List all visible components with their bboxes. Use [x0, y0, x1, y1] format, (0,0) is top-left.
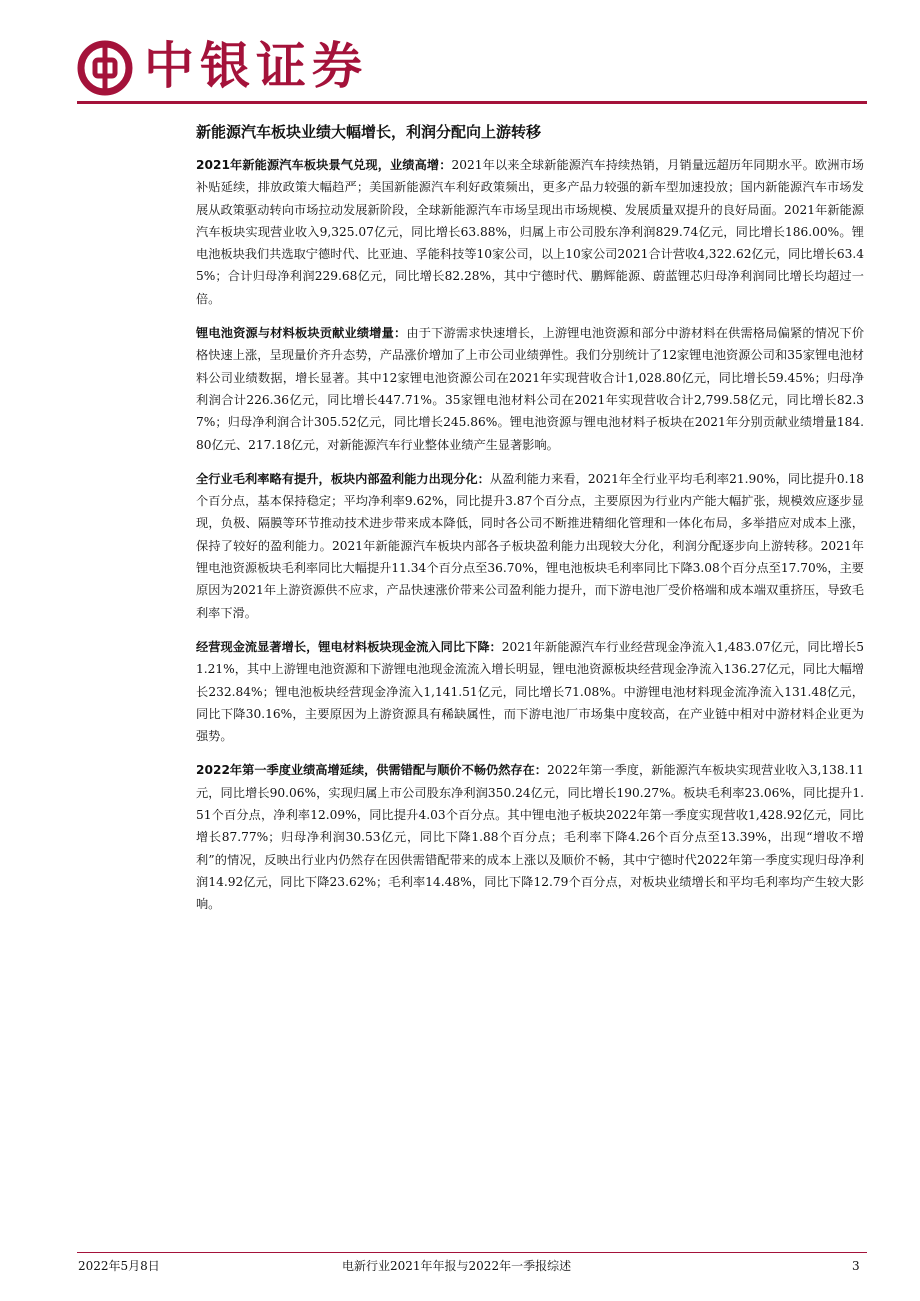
header-divider	[77, 101, 867, 104]
bank-of-china-logo-icon	[77, 40, 133, 96]
paragraph-body: 2021年以来全球新能源汽车持续热销，月销量远超历年同期水平。欧洲市场补贴延续，排放政策大幅趋严；美国新能源汽车利好政策频出，更多产品力较强的新车型加速投放；国内新能源汽车市场发展从政策驱动转向市场拉动发展新阶段，全球新能源汽车市场呈现出市场规模、发展质量双提升的良好局面。2021年新能源汽车板块实现营业收入9,325.07亿元，同比增长63.88%，归属上市公司股东净利润829.74亿元，同比增长186.00%。锂电池板块我们共选取宁德时代、比亚迪、孚能科技等10家公司，以上10家公司2021合计营收4,322.62亿元，同比增长63.45%；合计归母净利润229.68亿元，同比增长82.28%，其中宁德时代、鹏辉能源、蔚蓝锂芯归母净利润同比增长均超过一倍。	[196, 158, 864, 306]
paragraph-materials-contribution	[196, 322, 864, 456]
footer-report-title: 电新行业2021年年报与2022年一季报综述	[342, 1259, 572, 1273]
paragraph-lead: 2021年新能源汽车板块景气兑现，业绩高增：	[196, 158, 452, 172]
page-number: 3	[852, 1259, 860, 1273]
section-headline: 新能源汽车板块业绩大幅增长，利润分配向上游转移	[196, 123, 542, 141]
paragraph-lead: 经营现金流显著增长，锂电材料板块现金流入同比下降：	[196, 639, 502, 654]
paragraph-gross-margin	[196, 468, 864, 624]
footer-date: 2022年5月8日	[78, 1259, 160, 1273]
report-body	[196, 118, 864, 928]
footer-divider	[77, 1252, 867, 1253]
paragraph-body: 2022年第一季度，新能源汽车板块实现营业收入3,138.11元，同比增长90.06%，实现归属上市公司股东净利润350.24亿元，同比增长190.27%。板块毛利率23.06%，同比提升1.51个百分点，净利率12.09%，同比提升4.03个百分点。其中锂电池子板块2022年第一季度实现营收1,428.92亿元，同比增长87.77%；归母净利润30.53亿元，同比下降1.88个百分点；毛利率下降4.26个百分点至13.39%，出现“增收不增利”的情况，反映出行业内仍然存在因供需错配带来的成本上涨以及顺价不畅，其中宁德时代2022年第一季度实现归母净利润14.92亿元，同比下降23.62%；毛利率14.48%，同比下降12.79个百分点，对板块业绩增长和平均毛利率均产生较大影响。	[196, 763, 864, 912]
paragraph-lead: 锂电池资源与材料板块贡献业绩增量：	[196, 326, 407, 341]
paragraph-2021-performance	[196, 154, 864, 310]
paragraph-body: 2021年新能源汽车行业经营现金净流入1,483.07亿元，同比增长51.21%，其中上游锂电池资源和下游锂电池现金流流入增长明显，锂电池资源板块经营现金净流入136.27亿元，同比大幅增长232.84%；锂电池板块经营现金净流入1,141.51亿元，同比增长71.08%。中游锂电池材料现金流净流入131.48亿元，同比下降30.16%，主要原因为上游资源具有稀缺属性，而下游电池厂市场集中度较高，在产业链中相对中游材料企业更为强势。	[196, 639, 864, 744]
paragraph-lead: 全行业毛利率略有提升，板块内部盈利能力出现分化：	[196, 471, 490, 486]
paragraph-lead: 2022年第一季度业绩高增延续，供需错配与顺价不畅仍然存在：	[196, 763, 547, 778]
paragraph-cash-flow	[196, 636, 864, 747]
page-header	[0, 0, 920, 110]
brand-name: 中银证券	[144, 37, 368, 95]
paragraph-body: 从盈利能力来看，2021年全行业平均毛利率21.90%，同比提升0.18个百分点，基本保持稳定；平均净利率9.62%，同比提升3.87个百分点，主要原因为行业内产能大幅扩张，规模效应逐步显现，负极、隔膜等环节推动技术进步带来成本降低，同时各公司不断推进精细化管理和一体化布局，多举措应对成本上涨，保持了较好的盈利能力。2021年新能源汽车板块内部各子板块盈利能力出现较大分化，利润分配逐步向上游转移。2021年锂电池资源板块毛利率同比大幅提升11.34个百分点至36.70%，锂电池板块毛利率同比下降3.08个百分点至17.70%，主要原因为2021年上游资源供不应求，产品快速涨价带来公司盈利能力提升，而下游电池厂受价格端和成本端双重挤压，导致毛利率下滑。	[196, 471, 864, 620]
paragraph-body: 由于下游需求快速增长，上游锂电池资源和部分中游材料在供需格局偏紧的情况下价格快速上涨，呈现量价齐升态势，产品涨价增加了上市公司业绩弹性。我们分别统计了12家锂电池资源公司和35家锂电池材料公司业绩数据，增长显著。其中12家锂电池资源公司在2021年实现营收合计1,028.80亿元，同比增长59.45%；归母净利润合计226.36亿元，同比增长447.71%。35家锂电池材料公司在2021年实现营收合计2,799.58亿元，同比增长82.37%；归母净利润合计305.52亿元，同比增长245.86%。锂电池资源与锂电池材料子板块在2021年分别贡献业绩增量184.80亿元、217.18亿元，对新能源汽车行业整体业绩产生显著影响。	[196, 326, 865, 452]
paragraph-2022q1	[196, 759, 864, 915]
